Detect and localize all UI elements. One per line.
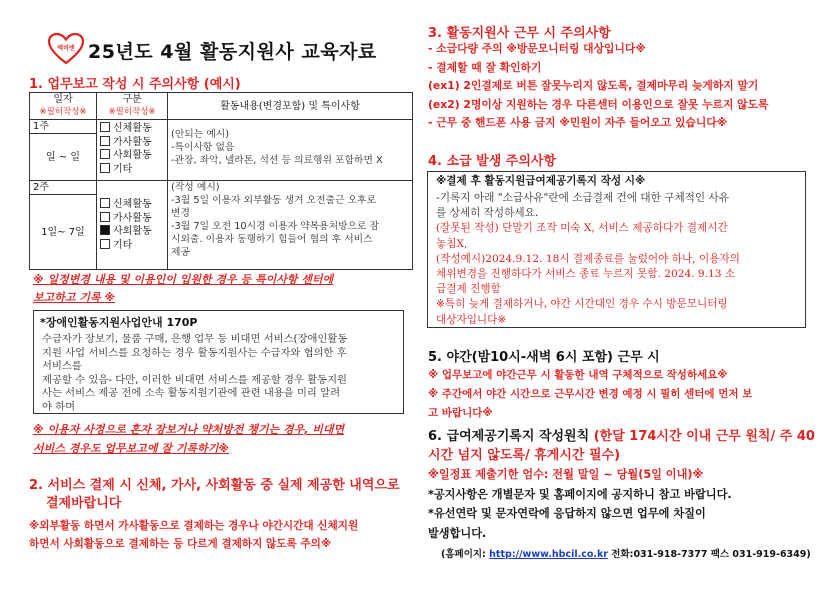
activity-checkbox-item xyxy=(100,212,164,226)
retro-box-line: 를 상세히 작성하세요. xyxy=(436,207,539,220)
col-type-required: ※필히작성※ xyxy=(108,107,156,117)
guide-box-170p xyxy=(33,310,404,414)
checkbox-label: 가사활동 xyxy=(113,136,152,148)
retro-box-line: -기록지 아래 "소급사유"란에 소급결제 건에 대한 구체적인 사유 xyxy=(436,192,729,204)
guide-box-line: 서비스를 xyxy=(42,360,82,373)
retro-box-line: ※특히 늦게 결제하거나, 야간 시간대인 경우 수시 방문모니터링 xyxy=(436,298,728,311)
checkbox-icon xyxy=(100,149,110,159)
notice-special-events: ※ 일정변경 내용 및 이용인이 입원한 경우 등 특이사항 센터에 보고하고 기록 ※ xyxy=(33,273,334,304)
guide-box-line: 야 하며 xyxy=(42,401,76,413)
week-1-date: 일 ~ 일 xyxy=(30,134,97,181)
week-2-label: 2주 xyxy=(30,181,97,195)
retro-payment-box xyxy=(427,171,806,328)
retro-box-line: (작성예시)2024.9.12. 18시 결제종료를 눌렀어야 하나, 이용자의 xyxy=(436,252,740,265)
checkbox-icon xyxy=(100,122,110,132)
activity-checkbox-item xyxy=(100,163,164,177)
activity-checkbox-item xyxy=(100,149,164,163)
section-1-title: 1. 업무보고 작성 시 주의사항 (예시) xyxy=(29,77,241,92)
content-line: -3월 7일 오전 10시경 이용자 약복용처방으로 잠 xyxy=(171,221,380,232)
section-5-notes: ※ 업무보고에 야간근무 시 활동한 내역 구체적으로 작성하세요※ ※ 주간에서 야간 시간으로 근무시간 변경 예정 시 필히 센터에 먼저 보 고 바랍니다※ xyxy=(428,369,753,419)
col-content-header: 활동내용(변경포함) 및 특이사항 xyxy=(168,93,413,120)
notice-self-shopping: ※ 이용자 사정으로 혼자 장보거나 약처방전 챙기는 경우, 비대면 서비스 경우도 업무보고에 잘 기록하기※ xyxy=(33,423,345,455)
activity-report-table xyxy=(29,92,413,270)
section-3-list xyxy=(428,40,768,133)
content-line: 변경 xyxy=(171,208,190,219)
page-title: 25년도 4월 활동지원사 교육자료 xyxy=(88,41,377,63)
section-2-title: 2. 서비스 결제 시 신체, 가사, 사회활동 중 실제 제공한 내역으로 결제바랍니다 xyxy=(29,478,400,511)
retro-box-line: 급결제 진행함 xyxy=(436,283,501,296)
week-1-checks xyxy=(97,120,168,181)
week-1-label: 1주 xyxy=(30,120,97,134)
col-type-header: 구분 ※필히작성※ xyxy=(97,93,168,120)
checkbox-icon xyxy=(100,198,110,208)
activity-checkbox-item xyxy=(100,122,164,136)
week-2-checks xyxy=(97,181,168,270)
checked-checkbox-icon xyxy=(100,225,110,235)
guide-box-line: 제공할 수 있음- 다만, 이러한 비대면 서비스를 제공할 경우 활동지원 xyxy=(42,373,348,386)
logo-text: 엑비엔 xyxy=(57,45,75,52)
section-2-note: ※외부활동 하면서 가사활동으로 결제하는 경우나 야간시간대 신체지원 하면서 사회활동으로 결제하는 등 다르게 결제하지 않도록 주의※ xyxy=(29,520,359,550)
checkbox-icon xyxy=(100,212,110,222)
contact-footer: (홈페이지: http://www.hbcil.co.kr 전화:031-918-7377 팩스 031-919-6349) xyxy=(441,549,811,560)
content-line: -3월 5일 이용자 외부활동 생겨 오전출근 오후로 xyxy=(171,195,377,206)
section-3-item: (ex1) 2인결제로 버튼 잘못누리지 않도록, 결제마무리 늦게하지 말기 xyxy=(428,79,759,92)
section-3-item: - 결제할 때 잘 확인하기 xyxy=(428,60,542,74)
section-3-item: - 근무 중 핸드폰 사용 금지 ※민원이 자주 들어오고 있습니다※ xyxy=(428,116,728,129)
checkbox-label: 기타 xyxy=(113,239,133,251)
retro-box-line: 대상자입니다※ xyxy=(436,313,507,326)
checkbox-icon xyxy=(100,163,110,173)
content-line: 제공 xyxy=(171,247,190,258)
col-date-required: ※필히작성※ xyxy=(39,107,87,117)
homepage-link[interactable]: http://www.hbcil.co.kr xyxy=(489,549,608,560)
checkbox-icon xyxy=(100,136,110,146)
checkbox-label: 사회활동 xyxy=(113,150,152,161)
activity-checkbox-item xyxy=(100,198,164,212)
section-6-title: 6. 급여제공기록지 작성원칙 (한달 174시간 이내 근무 원칙/ 주 40 시간 넘지 않도록/ 휴게시간 필수) xyxy=(428,429,815,463)
week-2-content xyxy=(168,181,413,270)
content-line: 시외출. 이용자 동행하기 힘들어 협의 후 서비스 xyxy=(171,234,373,245)
content-line: (안되는 예시) xyxy=(171,129,230,140)
section-4-title: 4. 소급 발생 주의사항 xyxy=(428,154,557,169)
checkbox-label: 신체활동 xyxy=(113,123,152,134)
guide-box-title: *장애인활동지원사업안내 170P xyxy=(40,316,198,329)
section-3-item: (ex2) 2명이상 지원하는 경우 다른센터 이용인으로 잘못 누르지 않도록 xyxy=(428,97,769,111)
content-line: -관장, 좌악, 넬라톤, 석션 등 의료행위 포함하면 X xyxy=(171,155,383,166)
col-date-header: 일자 ※필히작성※ xyxy=(30,93,97,120)
week-2-date: 1일~ 7일 xyxy=(30,195,97,270)
week-1-content xyxy=(168,120,413,181)
retro-box-title: ※결제 후 활동지원급여제공기록지 작성 시※ xyxy=(436,175,646,187)
checkbox-label: 가사활동 xyxy=(113,212,152,224)
section-3-title: 3. 활동지원사 근무 시 주의사항 xyxy=(428,26,611,41)
section-6-notes: ※일정표 제출기한 엄수: 전월 말일 ~ 당월(5일 이내)※ *공지사항은 개별문자 및 홈페이지에 공지하니 참고 바랍니다. *유선연락 및 문자연락에 응답하지 않으면 업무에 차질이 발생합니다. xyxy=(428,468,732,540)
guide-box-line: 수급자가 장보기, 물품 구매, 은행 업무 등 비대면 서비스(장애인활동 xyxy=(42,333,348,345)
activity-checkbox-item xyxy=(100,239,164,253)
guide-box-line: 지원 사업 서비스를 요청하는 경우 활동지원사는 수급자와 협의한 후 xyxy=(42,346,347,359)
checkbox-label: 신체활동 xyxy=(113,199,152,210)
activity-checkbox-item xyxy=(100,136,164,150)
retro-box-line: 놓침X, xyxy=(436,237,468,250)
guide-box-line: 사는 서비스 제공 전에 소속 활동지원기관에 관련 내용을 미리 알려 xyxy=(42,387,341,400)
content-line: -특이사항 없음 xyxy=(171,142,235,153)
activity-checkbox-item xyxy=(100,225,164,239)
checkbox-label: 기타 xyxy=(113,163,133,175)
retro-box-line: (잘못된 작성) 단말기 조작 미숙 X, 서비스 제공하다가 결제시간 xyxy=(436,222,728,235)
content-line: (작성 예시) xyxy=(171,182,220,193)
section-3-item: - 소급다량 주의 ※방문모니터링 대상입니다※ xyxy=(428,42,646,55)
checkbox-label: 사회활동 xyxy=(113,226,152,237)
checkbox-icon xyxy=(100,239,110,249)
retro-box-line: 체위변경을 진행하다가 서비스 종료 누르지 못함. 2024. 9.13 소 xyxy=(436,268,736,280)
heart-logo-icon xyxy=(48,33,84,65)
section-5-title: 5. 야간(밤10시-새벽 6시 포함) 근무 시 xyxy=(428,350,660,365)
